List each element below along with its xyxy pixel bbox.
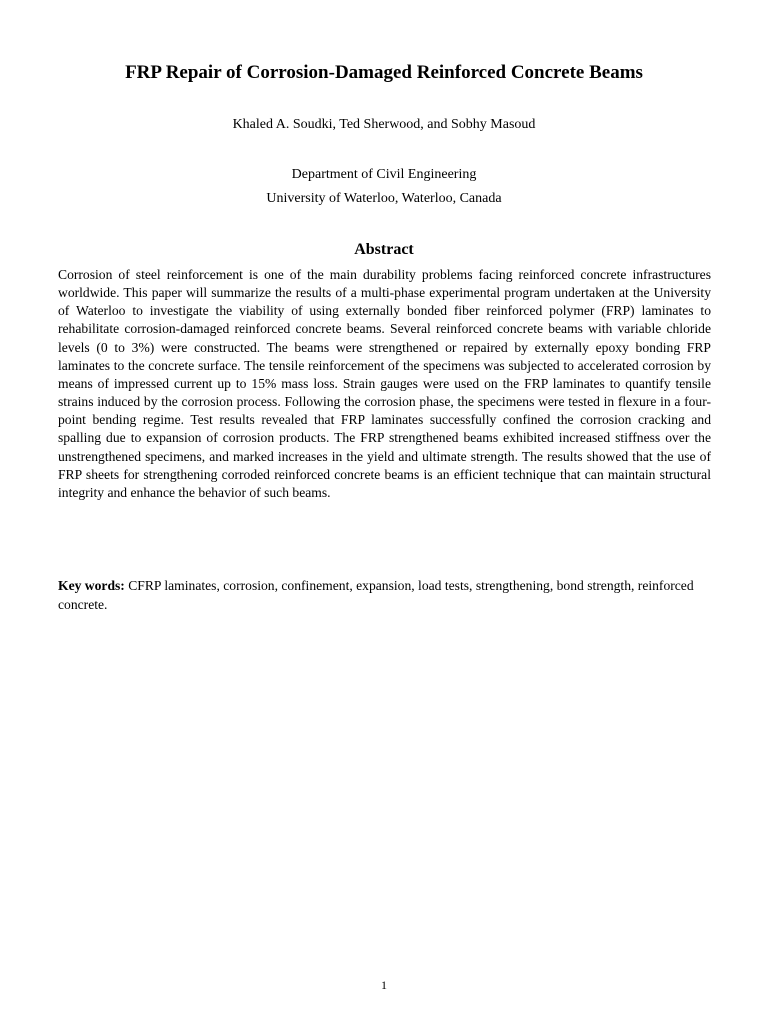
affiliation-block [0, 163, 768, 211]
affiliation-department: Department of Civil Engineering [291, 167, 477, 182]
keywords-text: CFRP laminates, corrosion, confinement, expansion, load tests, strengthening, bond strength, reinforced concrete. [58, 578, 694, 612]
keywords-label: Key words: [58, 578, 125, 593]
paper-title: FRP Repair of Corrosion-Damaged Reinforced Concrete Beams [125, 62, 643, 83]
abstract-body: Corrosion of steel reinforcement is one of the main durability problems facing reinforced concrete infrastructures worldwide. This paper will summarize the results of a multi-phase experimental program undertaken at the University of Waterloo to investigate the viability of using externally bonded fiber reinforced polymer (FRP) laminates to rehabilitate corrosion-damaged reinforced concrete beams. Several reinforced concrete beams with variable chloride levels (0 to 3%) were constructed. The beams were strengthened or repaired by externally epoxy bonding FRP laminates to the concrete surface. The tensile reinforcement of the specimens was subjected to accelerated corrosion by means of impressed current up to 15% mass loss. Strain gauges were used on the FRP laminates to quantify tensile strains induced by the corrosion process. Following the corrosion phase, the specimens were tested in flexure in a four-point bending regime. Test results revealed that FRP laminates successfully confined the corrosion cracking and spalling due to expansion of corrosion products. The FRP strengthened beams exhibited increased stiffness over the unstrengthened specimens, and marked increases in the yield and ultimate strength. The results showed that the use of FRP sheets for strengthening corroded reinforced concrete beams is an efficient technique that can maintain structural integrity and enhance the behavior of such beams. [58, 267, 711, 500]
abstract-heading: Abstract [354, 241, 414, 258]
keywords-paragraph [58, 576, 711, 614]
page-number: 1 [381, 978, 387, 992]
paper-authors: Khaled A. Soudki, Ted Sherwood, and Sobhy Masoud [232, 117, 536, 132]
affiliation-university: University of Waterloo, Waterloo, Canada [266, 191, 502, 206]
